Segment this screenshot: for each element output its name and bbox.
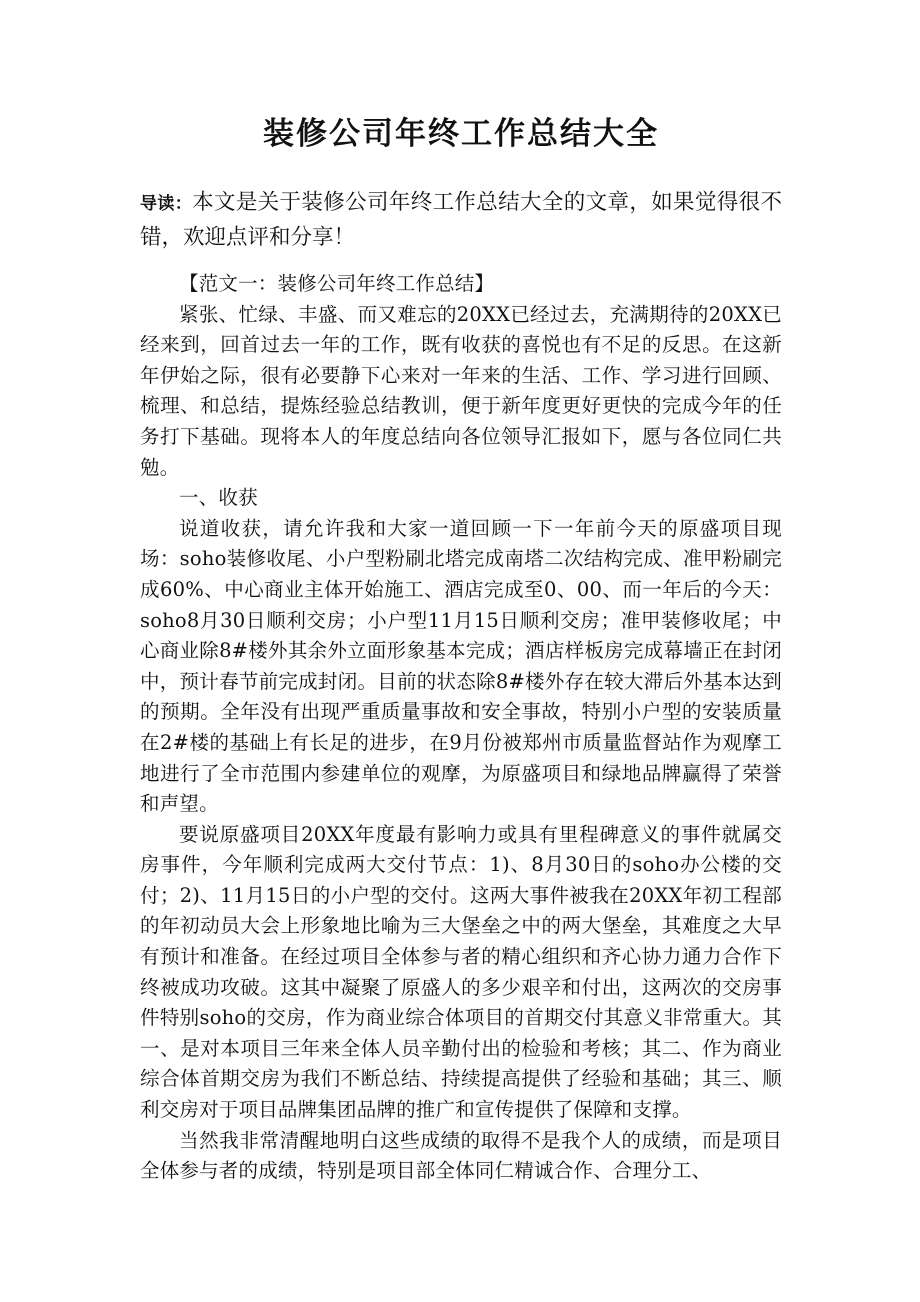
paragraph-4: 当然我非常清醒地明白这些成绩的取得不是我个人的成绩，而是项目全体参与者的成绩，特别是项目部全体同仁精诚合作、合理分工、 bbox=[140, 1128, 782, 1183]
intro-label: 导读： bbox=[140, 194, 193, 214]
paragraph-1: 紧张、忙绿、丰盛、而又难忘的20XX已经过去，充满期待的20XX已经来到，回首过去一年的工作，既有收获的喜悦也有不足的反思。在这新年伊始之际，很有必要静下心来对一年来的生活、工作、学习进行回顾、梳理、和总结，提炼经验总结教训，便于新年度更好更快的完成今年的任务打下基础。现将本人的年度总结向各位领导汇报如下，愿与各位同仁共勉。 bbox=[140, 302, 782, 479]
section-title: 【范文一：装修公司年终工作总结】 bbox=[179, 272, 495, 295]
intro-text: 本文是关于装修公司年终工作总结大全的文章，如果觉得很不错，欢迎点评和分享！ bbox=[140, 190, 782, 250]
document-page bbox=[140, 108, 782, 1187]
intro-paragraph bbox=[140, 186, 782, 255]
paragraph-2: 说道收获，请允许我和大家一道回顾一下一年前今天的原盛项目现场：soho装修收尾、小户型粉刷北塔完成南塔二次结构完成、准甲粉刷完成60%、中心商业主体开始施工、酒店完成至0、00、而一年后的今天：soho8月30日顺利交房；小户型11月15日顺利交房；准甲装修收尾；中心商业除8#楼外其余外立面形象基本完成；酒店样板房完成幕墙正在封闭中，预计春节前完成封闭。目前的状态除8#楼外存在较大滞后外基本达到的预期。全年没有出现严重质量事故和安全事故，特别小户型的安装质量在2#楼的基础上有长足的进步，在9月份被郑州市质量监督站作为观摩工地进行了全市范围内参建单位的观摩，为原盛项目和绿地品牌赢得了荣誉和声望。 bbox=[140, 516, 782, 816]
heading-harvest: 一、收获 bbox=[179, 486, 258, 510]
paragraph-3: 要说原盛项目20XX年度最有影响力或具有里程碑意义的事件就属交房事件，今年顺利完成两大交付节点：1)、8月30日的soho办公楼的交付；2)、11月15日的小户型的交付。这两大事件被我在20XX年初工程部的年初动员大会上形象地比喻为三大堡垒之中的两大堡垒，其难度之大早有预计和准备。在经过项目全体参与者的精心组织和齐心协力通力合作下终被成功攻破。这其中凝聚了原盛人的多少艰辛和付出，这两次的交房事件特别soho的交房，作为商业综合体项目的首期交付其意义非常重大。其一、是对本项目三年来全体人员辛勤付出的检验和考核；其二、作为商业综合体首期交房为我们不断总结、持续提高提供了经验和基础；其三、顺利交房对于项目品牌集团品牌的推广和宣传提供了保障和支撑。 bbox=[140, 822, 782, 1122]
document-title: 装修公司年终工作总结大全 bbox=[263, 116, 659, 152]
